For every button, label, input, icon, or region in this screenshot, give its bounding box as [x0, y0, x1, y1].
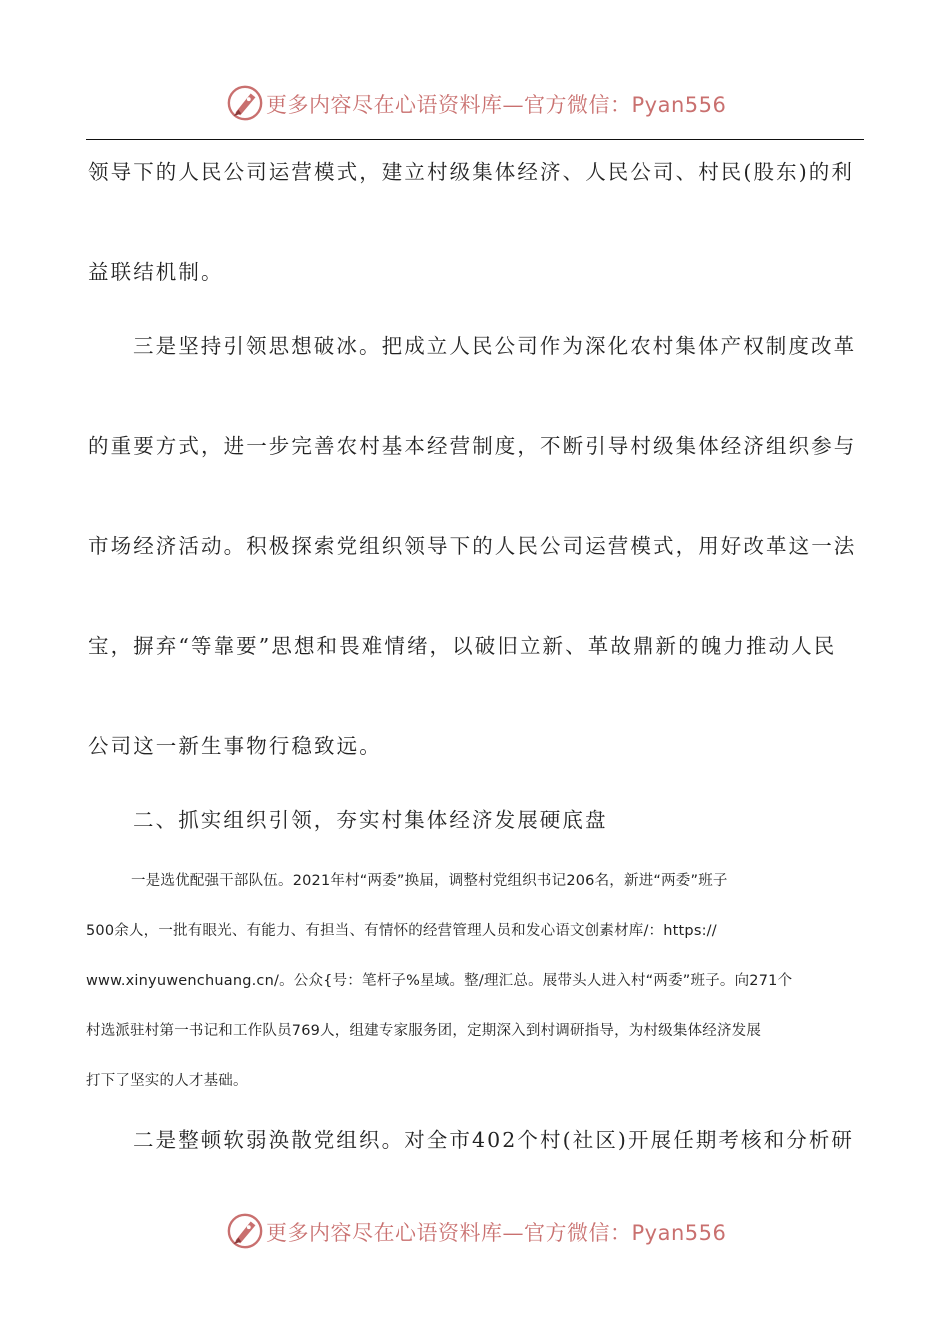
body-line-1: 领导下的人民公司运营模式，建立村级集体经济、人民公司、村民(股东)的利: [88, 160, 854, 184]
small-line-5: 打下了坚实的人才基础。: [86, 1073, 248, 1089]
small-line-2: 500余人，一批有眼光、有能力、有担当、有情怀的经营管理人员和发心语文创素材库/：https://: [86, 923, 717, 939]
header-banner-text: 更多内容尽在心语资料库—官方微信：Pyan556: [266, 93, 727, 117]
body-line-3: 三是坚持引领思想破冰。把成立人民公司作为深化农村集体产权制度改革: [133, 334, 857, 358]
header-banner: [0, 83, 950, 123]
footer-banner: [0, 1211, 950, 1251]
section-heading-2: 二、抓实组织引领，夯实村集体经济发展硬底盘: [133, 808, 608, 832]
small-line-3: www.xinyuwenchuang.cn/。公众{号：笔杆子%星域。整/理汇总。展带头人进入村“两委”班子。向271个: [86, 973, 793, 989]
body-line-5: 市场经济活动。积极探索党组织领导下的人民公司运营模式，用好改革这一法: [88, 534, 857, 558]
wechat-id: Pyan556: [631, 93, 727, 117]
pen-nib-logo-icon: [226, 84, 264, 122]
body-line-2: 益联结机制。: [88, 260, 224, 284]
footer-banner-text: 更多内容尽在心语资料库—官方微信：Pyan556: [266, 1221, 727, 1245]
body-line-7: 公司这一新生事物行稳致远。: [88, 734, 382, 758]
wechat-id: Pyan556: [631, 1221, 727, 1245]
small-line-1: 一是选优配强干部队伍。2021年村“两委”换届，调整村党组织书记206名，新进“两委”班子: [131, 873, 728, 889]
header-rule: [86, 139, 864, 140]
body-line-4: 的重要方式，进一步完善农村基本经营制度，不断引导村级集体经济组织参与: [88, 434, 857, 458]
small-line-4: 村选派驻村第一书记和工作队员769人，组建专家服务团，定期深入到村调研指导，为村级集体经济发展: [86, 1023, 762, 1039]
body-line-8: 二是整顿软弱涣散党组织。对全市402个村(社区)开展任期考核和分析研: [133, 1128, 855, 1152]
pen-nib-logo-icon: [226, 1212, 264, 1250]
body-line-6: 宝，摒弃“等靠要”思想和畏难情绪，以破旧立新、革故鼎新的魄力推动人民: [88, 634, 837, 658]
